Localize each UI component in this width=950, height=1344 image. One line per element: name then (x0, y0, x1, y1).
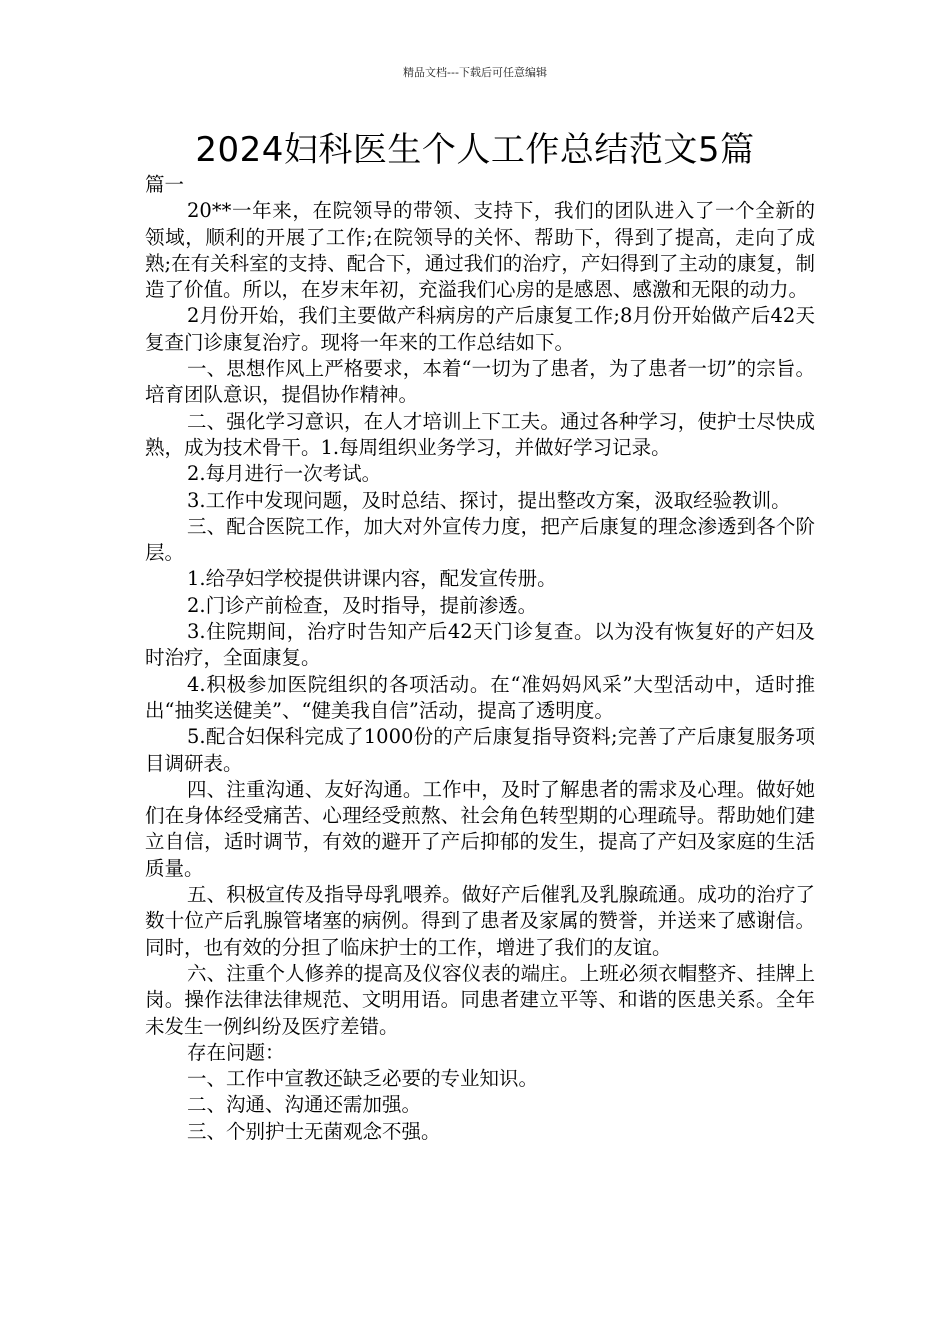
paragraph-item-3-sub-1: 1.给孕妇学校提供讲课内容，配发宣传册。 (187, 567, 557, 591)
paragraph-item-2: 二、强化学习意识，在人才培训上下工夫。通过各种学习，使护士尽快成熟，成为技术骨干。1.每周组织业务学习，并做好学习记录。 (145, 409, 815, 459)
page-header-note: 精品文档---下载后可任意编辑 (403, 66, 547, 79)
paragraph-item-3-sub-2: 2.门诊产前检查，及时指导，提前渗透。 (187, 593, 538, 617)
paragraph-issue-2: 二、沟通、沟通还需加强。 (187, 1093, 422, 1117)
paragraph-item-1: 一、思想作风上严格要求，本着“一切为了患者，为了患者一切”的宗旨。培育团队意识，提倡协作精神。 (145, 357, 815, 407)
paragraph-item-3: 三、配合医院工作，加大对外宣传力度，把产后康复的理念渗透到各个阶层。 (145, 514, 815, 565)
paragraph-overview: 2月份开始，我们主要做产科病房的产后康复工作;8月份开始做产后42天复查门诊康复治疗。现将一年来的工作总结如下。 (145, 304, 815, 354)
document-title: 2024妇科医生个人工作总结范文5篇 (195, 130, 755, 170)
paragraph-item-3-sub-5: 5.配合妇保科完成了1000份的产后康复指导资料;完善了产后康复服务项目调研表。 (145, 725, 815, 775)
paragraph-issues-heading: 存在问题： (187, 1040, 285, 1064)
document-body (145, 172, 815, 1145)
paragraph-intro: 20**一年来，在院领导的带领、支持下，我们的团队进入了一个全新的领域，顺利的开展了工作;在院领导的关怀、帮助下，得到了提高，走向了成熟;在有关科室的支持、配合下，通过我们的治疗，产妇得到了主动的康复，制造了价值。所以，在岁末年初，充溢我们心房的是感恩、感激和无限的动力。 (145, 199, 815, 302)
paragraph-item-6: 六、注重个人修养的提高及仪容仪表的端庄。上班必须衣帽整齐、挂牌上岗。操作法律法律规范、文明用语。同患者建立平等、和谐的医患关系。全年未发生一例纠纷及医疗差错。 (145, 961, 815, 1038)
paragraph-item-3-sub-3: 3.住院期间，治疗时告知产后42天门诊复查。以为没有恢复好的产妇及时治疗，全面康复。 (145, 620, 815, 670)
paragraph-item-3-sub-4: 4.积极参加医院组织的各项活动。在“准妈妈风采”大型活动中，适时推出“抽奖送健美”、“健美我自信”活动，提高了透明度。 (145, 672, 815, 722)
paragraph-item-2-sub-3: 3.工作中发现问题，及时总结、探讨，提出整改方案，汲取经验教训。 (187, 488, 791, 512)
paragraph-issue-1: 一、工作中宣教还缺乏必要的专业知识。 (187, 1067, 539, 1091)
paragraph-issue-3: 三、个别护士无菌观念不强。 (187, 1119, 441, 1143)
paragraph-item-2-sub-2: 2.每月进行一次考试。 (187, 462, 382, 486)
section-label: 篇一 (145, 173, 185, 196)
paragraph-item-5: 五、积极宣传及指导母乳喂养。做好产后催乳及乳腺疏通。成功的治疗了数十位产后乳腺管堵塞的病例。得到了患者及家属的赞誉，并送来了感谢信。同时，也有效的分担了临床护士的工作，增进了我们的友谊。 (145, 883, 815, 959)
paragraph-item-4: 四、注重沟通、友好沟通。工作中，及时了解患者的需求及心理。做好她们在身体经受痛苦、心理经受煎熬、社会角色转型期的心理疏导。帮助她们建立自信，适时调节，有效的避开了产后抑郁的发生，提高了产妇及家庭的生活质量。 (145, 777, 815, 880)
